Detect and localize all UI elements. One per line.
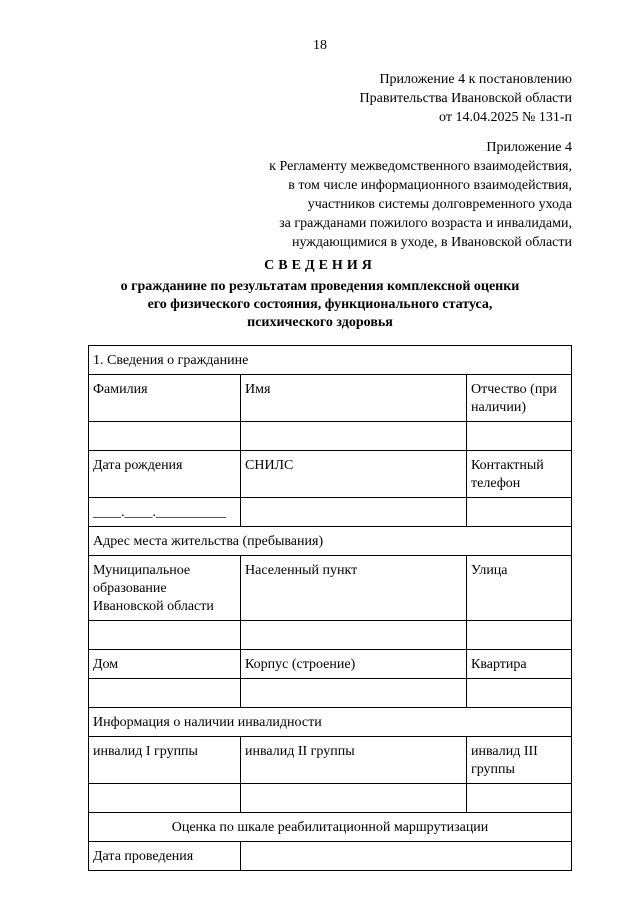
settlement-cell[interactable] [241,621,467,650]
document-subtitle [60,278,580,332]
label-house: Дом [89,650,241,679]
appendix-line: Приложение 4 к постановлению [379,72,572,87]
appendix-line: Правительства Ивановской области [359,91,572,106]
appendix-line: участников системы долговременного ухода [307,197,572,212]
appendix-resolution-header [360,70,572,127]
label-disability-group-2: инвалид II группы [241,737,467,784]
name-cell[interactable] [241,422,467,451]
label-disability-group-1: инвалид I группы [89,737,241,784]
label-birth-date: Дата рождения [89,451,241,498]
document-title: СВЕДЕНИЯ [264,258,376,273]
label-building: Корпус (строение) [241,650,467,679]
appendix-line: Приложение 4 [486,140,572,155]
subtitle-line: его физического состояния, функционального статуса, [147,297,493,312]
appendix-line: от 14.04.2025 № 131-п [439,110,572,125]
patronymic-cell[interactable] [467,422,572,451]
snils-cell[interactable] [241,498,467,527]
surname-cell[interactable] [89,422,241,451]
label-snils: СНИЛС [241,451,467,498]
appendix-regulation-header [269,138,572,252]
section-header-disability: Информация о наличии инвалидности [89,708,572,737]
label-assessment-date: Дата проведения [89,842,241,871]
section-header-rehab-score: Оценка по шкале реабилитационной маршрутизации [89,813,572,842]
phone-cell[interactable] [467,498,572,527]
disability-group-2-cell[interactable] [241,784,467,813]
appendix-line: к Регламенту межведомственного взаимодействия, [269,159,572,174]
page-number: 18 [313,38,327,53]
building-cell[interactable] [241,679,467,708]
assessment-date-cell[interactable] [241,842,572,871]
disability-group-3-cell[interactable] [467,784,572,813]
label-street: Улица [467,556,572,621]
subtitle-line: психического здоровья [247,315,393,330]
section-header-citizen-info: 1. Сведения о гражданине [89,346,572,375]
appendix-line: в том числе информационного взаимодействия, [288,178,572,193]
citizen-info-table [88,345,572,871]
subtitle-line: о гражданине по результатам проведения комплексной оценки [120,279,520,294]
label-municipality: Муниципальное образование Ивановской области [89,556,241,621]
street-cell[interactable] [467,621,572,650]
appendix-line: нуждающимися в уходе, в Ивановской области [291,235,572,250]
label-disability-group-3: инвалид III группы [467,737,572,784]
birth-date-cell[interactable]: ____.____.__________ [89,498,241,527]
house-cell[interactable] [89,679,241,708]
disability-group-1-cell[interactable] [89,784,241,813]
appendix-line: за гражданами пожилого возраста и инвалидами, [279,216,572,231]
label-phone: Контактный телефон [467,451,572,498]
label-name: Имя [241,375,467,422]
section-header-address: Адрес места жительства (пребывания) [89,527,572,556]
label-apartment: Квартира [467,650,572,679]
label-patronymic: Отчество (при наличии) [467,375,572,422]
municipality-cell[interactable] [89,621,241,650]
label-surname: Фамилия [89,375,241,422]
label-settlement: Населенный пункт [241,556,467,621]
apartment-cell[interactable] [467,679,572,708]
